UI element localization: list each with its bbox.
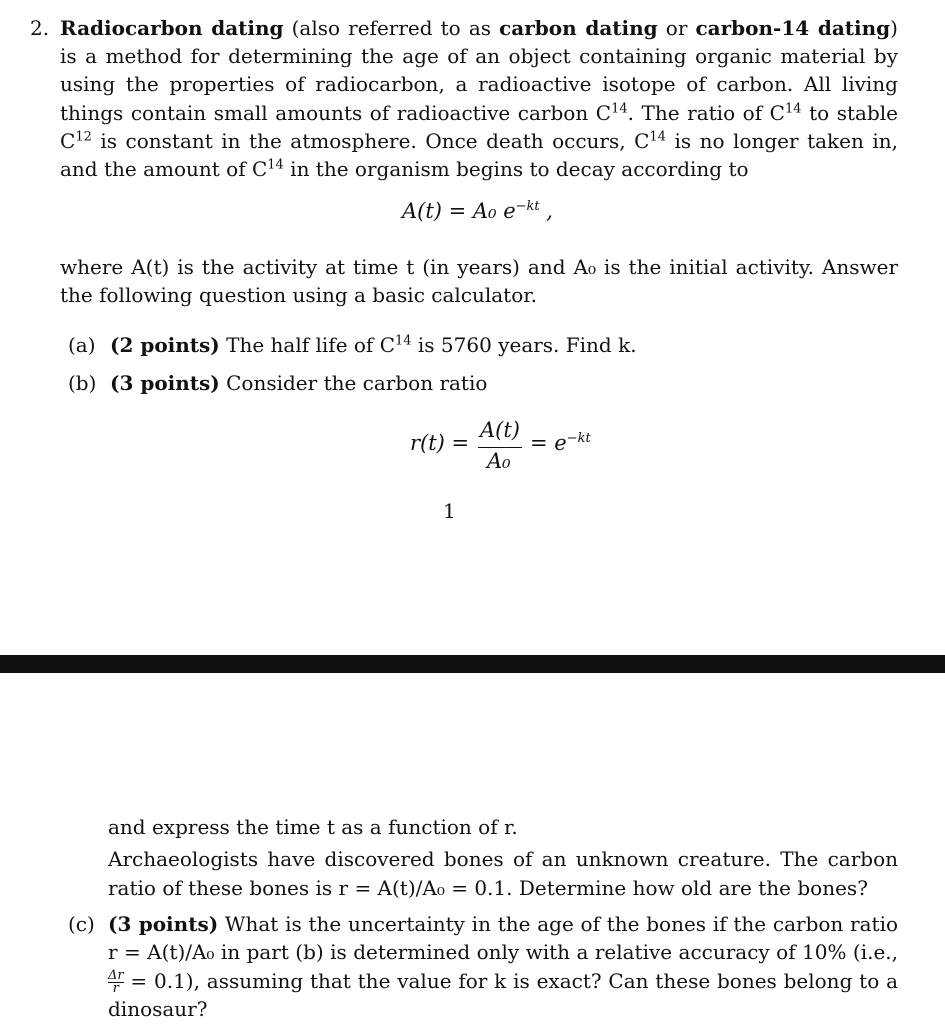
superscript: 14 (649, 129, 666, 145)
part-a (68, 331, 908, 359)
relative-accuracy-fraction: $\frac{\Delta r}{r}$ (108, 967, 124, 996)
intro-text: (also referred to as (283, 16, 500, 40)
part-a-label: (a) (68, 333, 96, 357)
part-b-text: Consider the carbon ratio (219, 371, 488, 395)
part-b (68, 369, 908, 397)
part-c-label: (c) (68, 912, 95, 936)
intro-text: is constant in the atmosphere. Once death occurs, C (91, 128, 650, 153)
superscript: 14 (395, 333, 412, 349)
part-a-text: is 5760 years. Find k. (411, 333, 637, 357)
term-carbon-14-dating: carbon-14 dating (695, 16, 891, 40)
problem-title: Radiocarbon dating (60, 16, 284, 40)
superscript: 14 (611, 100, 628, 116)
intro-text: or (657, 16, 696, 40)
part-b-cont-1: and express the time t as a function of r. (108, 815, 518, 839)
superscript: 14 (267, 157, 284, 173)
intro-text: . The ratio of C (627, 100, 785, 125)
part-b-points: (3 points) (110, 371, 220, 395)
intro-paragraph-2: where A(t) is the activity at time t (in years) and A₀ is the initial activity. Answer the following question using a basic calculator. (60, 255, 898, 308)
problem-intro (30, 14, 898, 183)
part-c-text: = 0.1), assuming that the value for k is exact? Can these bones belong to a dinosaur? (108, 968, 898, 1021)
part-b-cont-2: Archaeologists have discovered bones of an unknown creature. The carbon ratio of these bones is r = A(t)/A₀ = 0.1. Determine how old are the bones? (108, 847, 898, 900)
page-number: 1 (443, 499, 456, 523)
part-b-label: (b) (68, 371, 97, 395)
decay-equation: A(t) = A₀ $e^{-kt}$ , (402, 199, 553, 223)
page-divider (0, 655, 945, 673)
fraction-bar (478, 447, 522, 448)
part-c-text: What is the uncertainty in the age of the bones if the carbon ratio r = A(t)/A₀ in part (b) is determined only with a relative accuracy of 10% (i.e., (108, 912, 899, 965)
part-a-points: (2 points) (110, 333, 220, 357)
intro-text: in the organism begins to decay according to (283, 157, 749, 182)
superscript: 14 (784, 100, 802, 116)
part-c (68, 910, 898, 1023)
intro-text: is no longer taken in, and the amount of C (60, 128, 898, 182)
part-a-text: The half life of C (219, 333, 395, 357)
intro-text: ) is a method for determining the age of an object containing organic material by using the properties of radiocarbon, a radioactive isotope of carbon. All living things contain small amounts of radioactive carbon C (60, 16, 898, 125)
part-b-continued (108, 813, 898, 902)
term-carbon-dating: carbon dating (499, 16, 658, 40)
problem-number: 2. (30, 16, 50, 40)
part-c-points: (3 points) (108, 912, 219, 936)
intro-text: to stable C (60, 100, 898, 153)
superscript: 12 (75, 129, 92, 145)
